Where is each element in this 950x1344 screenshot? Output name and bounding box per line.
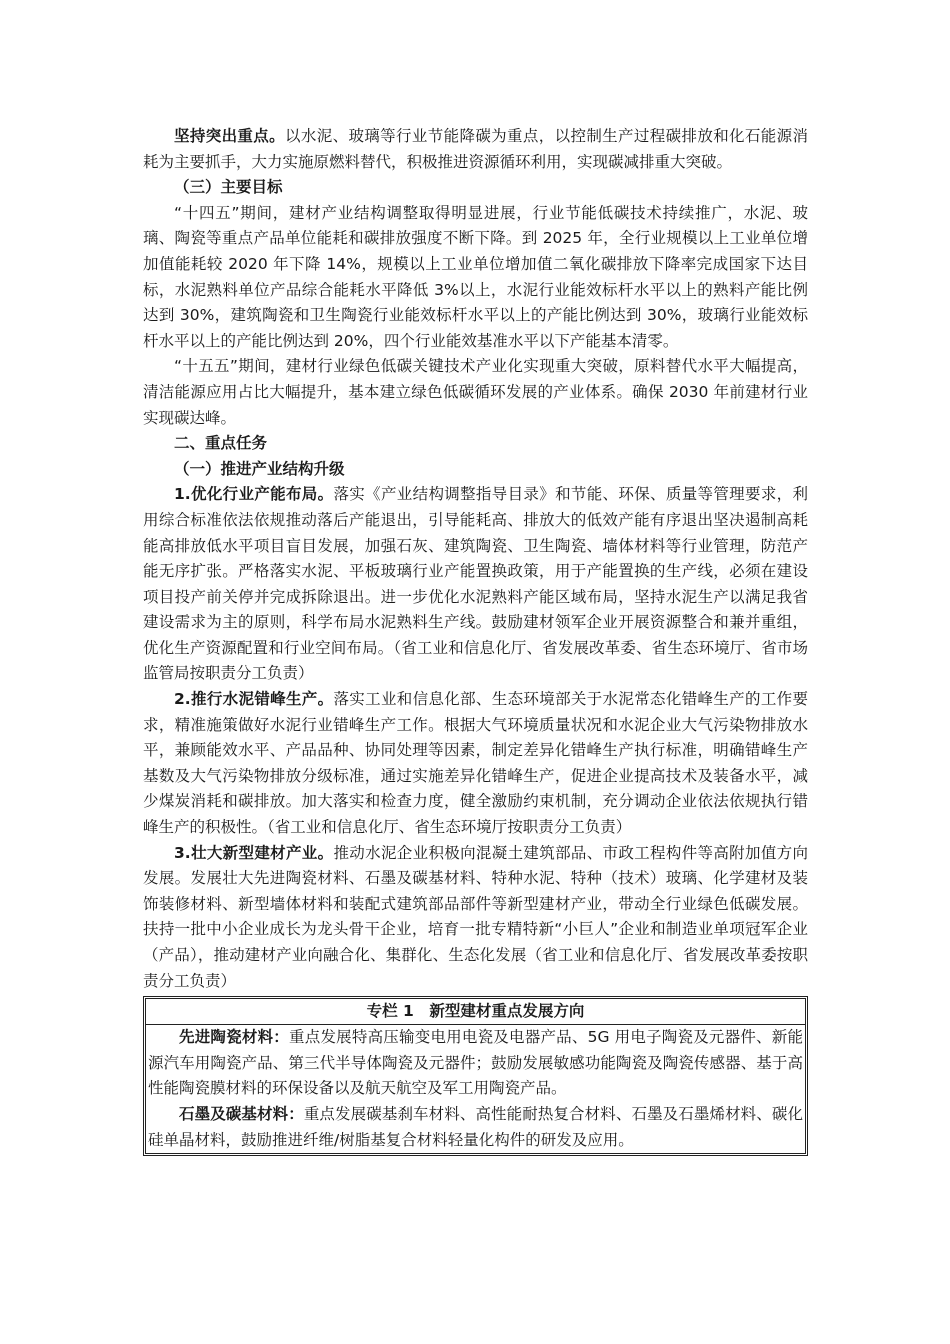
column-box-body [146,1025,805,1153]
paragraph-lead-bold: 坚持突出重点。 [174,127,286,145]
item-2-text: 落实工业和信息化部、生态环境部关于水泥常态化错峰生产的工作要求，精准施策做好水泥行业错峰生产工作。根据大气环境质量状况和水泥企业大气污染物排放水平，兼顾能效水平、产品品种、协同处理等因素，制定差异化错峰生产执行标准，明确错峰生产基数及大气污染物排放分级标准，通过实施差异化错峰生产，促进企业提高技术及装备水平，减少煤炭消耗和碳排放。加大落实和检查力度，健全激励约束机制，充分调动企业依法依规执行错峰生产的积极性。（省工业和信息化厅、省生态环境厅按职责分工负责） [143,690,808,837]
paragraph-item-2 [143,687,808,841]
paragraph-14th-five-year: “十四五”期间，建材产业结构调整取得明显进展，行业节能低碳技术持续推广，水泥、玻璃、陶瓷等重点产品单位能耗和碳排放强度不断下降。到 2025 年，全行业规模以上工业单位增加值能耗较 2020 年下降 14%，规模以上工业单位增加值二氧化碳排放下降率完成国家下达目标，水泥熟料单位产品综合能耗水平降低 3%以上，水泥行业能效标杆水平以上的熟料产能比例达到 30%，建筑陶瓷和卫生陶瓷行业能效标杆水平以上的产能比例达到 30%，玻璃行业能效标杆水平以上的产能比例达到 20%，四个行业能效基准水平以下产能基本清零。 [143,203,808,350]
box-paragraph-graphite [148,1102,803,1153]
item-2-title: 2.推行水泥错峰生产。 [174,690,334,709]
item-3-text: 推动水泥企业积极向混凝土建筑部品、市政工程构件等高附加值方向发展。发展壮大先进陶瓷材料、石墨及碳基材料、特种水泥、特种（技术）玻璃、化学建材及装饰装修材料、新型墙体材料和装配式建筑部品部件等新型建材产业，带动全行业绿色低碳发展。扶持一批中小企业成长为龙头骨干企业，培育一批专精特新“小巨人”企业和制造业单项冠军企业（产品），推动建材产业向融合化、集群化、生态化发展（省工业和信息化厅、省发展改革委按职责分工负责） [143,843,808,990]
section-heading-goals: （三）主要目标 [174,178,283,197]
section-heading-tasks: 二、重点任务 [174,434,268,453]
column-box-title: 专栏 1 新型建材重点发展方向 [146,999,805,1025]
item-3-title: 3.壮大新型建材产业。 [174,843,334,862]
paragraph-focus [143,124,808,175]
document-body [143,124,808,1156]
box-graphite-label: 石墨及碳基材料： [179,1104,304,1123]
box-paragraph-ceramics [148,1025,803,1102]
paragraph-item-1 [143,482,808,687]
paragraph-text: 以水泥、玻璃等行业节能降碳为重点，以控制生产过程碳排放和化石能源消耗为主要抓手，大力实施原燃料替代，积极推进资源循环利用，实现碳减排重大突破。 [143,127,808,171]
paragraph-15th-five-year: “十五五”期间，建材行业绿色低碳关键技术产业化实现重大突破，原料替代水平大幅提高，清洁能源应用占比大幅提升，基本建立绿色低碳循环发展的产业体系。确保 2030 年前建材行业实现碳达峰。 [143,357,808,427]
box-ceramics-label: 先进陶瓷材料： [179,1028,290,1047]
item-1-title: 1.优化行业产能布局。 [174,485,334,504]
box-graphite-text: 重点发展碳基刹车材料、高性能耐热复合材料、石墨及石墨烯材料、碳化硅单晶材料，鼓励推进纤维/树脂基复合材料轻量化构件的研发及应用。 [148,1104,803,1149]
section-heading-upgrade: （一）推进产业结构升级 [174,459,345,478]
item-1-text: 落实《产业结构调整指导目录》和节能、环保、质量等管理要求，利用综合标准依法依规推动落后产能退出，引导能耗高、排放大的低效产能有序退出坚决遏制高耗能高排放低水平项目盲目发展，加强石灰、建筑陶瓷、卫生陶瓷、墙体材料等行业管理，防范产能无序扩张。严格落实水泥、平板玻璃行业产能置换政策，用于产能置换的生产线，必须在建设项目投产前关停并完成拆除退出。进一步优化水泥熟料产能区域布局，坚持水泥生产以满足我省建设需求为主的原则，科学布局水泥熟料生产线。鼓励建材领军企业开展资源整合和兼并重组，优化生产资源配置和行业空间布局。（省工业和信息化厅、省发展改革委、省生态环境厅、省市场监管局按职责分工负责） [143,485,808,683]
paragraph-item-3 [143,841,808,995]
box-ceramics-text: 重点发展特高压输变电用电瓷及电器产品、5G 用电子陶瓷及元器件、新能源汽车用陶瓷产品、第三代半导体陶瓷及元器件；鼓励发展敏感功能陶瓷及陶瓷传感器、基于高性能陶瓷膜材料的环保设备以及航天航空及军工用陶瓷产品。 [148,1028,803,1098]
column-box-new-materials [143,996,808,1156]
